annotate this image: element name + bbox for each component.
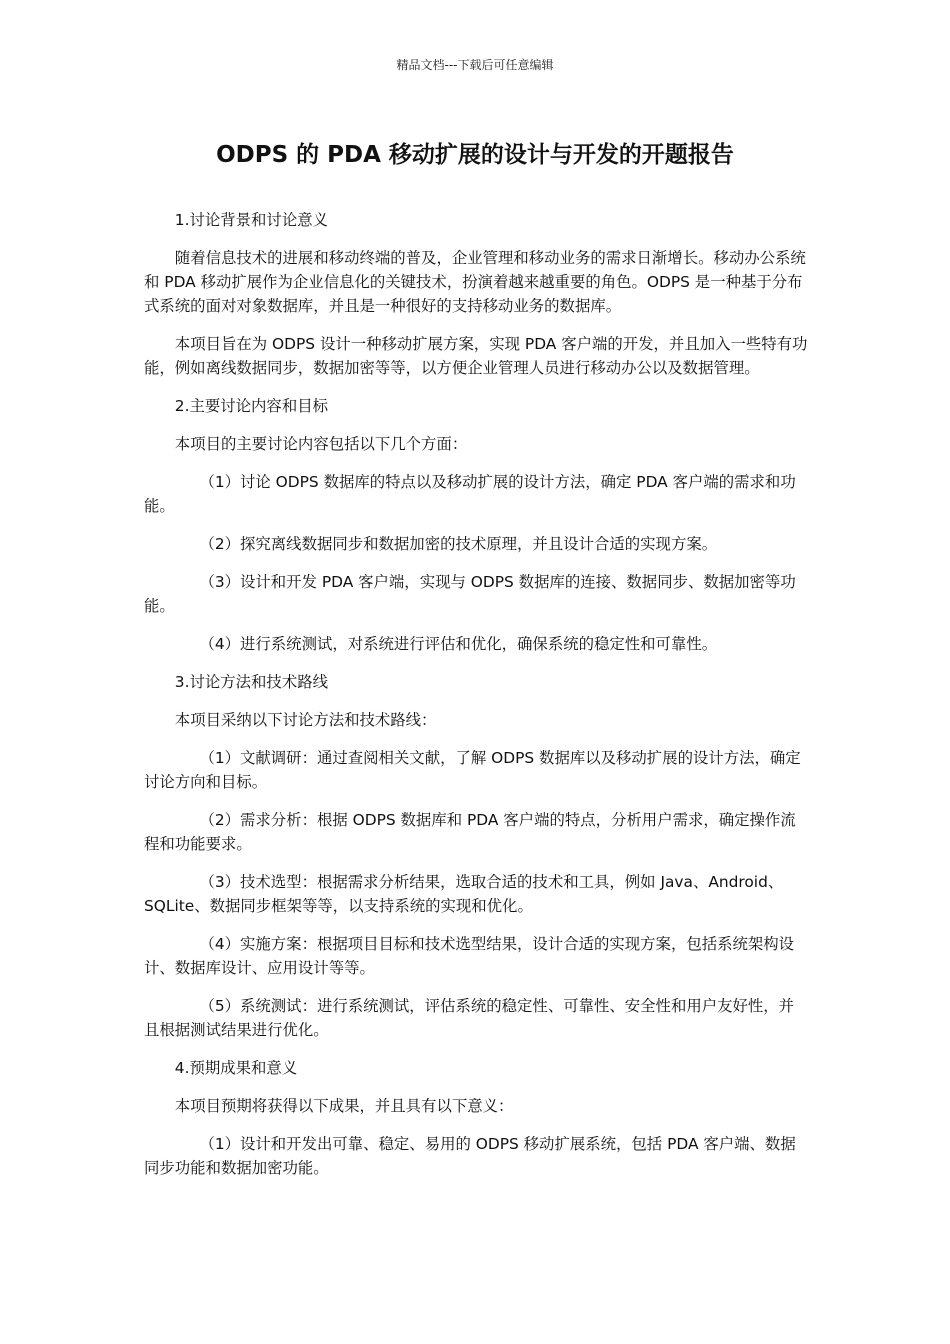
list-item: （2）需求分析：根据 ODPS 数据库和 PDA 客户端的特点，分析用户需求，确定操作流程和功能要求。 bbox=[144, 811, 796, 853]
body-paragraph: 本项目采纳以下讨论方法和技术路线： bbox=[174, 711, 437, 729]
section-heading-outcomes: 4.预期成果和意义 bbox=[174, 1059, 298, 1077]
list-item: （1）讨论 ODPS 数据库的特点以及移动扩展的设计方法，确定 PDA 客户端的需求和功能。 bbox=[144, 473, 796, 515]
section-heading-content-goals: 2.主要讨论内容和目标 bbox=[174, 397, 328, 415]
list-item: （4）实施方案：根据项目目标和技术选型结果，设计合适的实现方案，包括系统架构设计、数据库设计、应用设计等等。 bbox=[144, 935, 795, 977]
list-item: （2）探究离线数据同步和数据加密的技术原理，并且设计合适的实现方案。 bbox=[199, 535, 718, 553]
section-heading-background: 1.讨论背景和讨论意义 bbox=[174, 211, 328, 229]
section-heading-methods: 3.讨论方法和技术路线 bbox=[174, 673, 328, 691]
list-item: （3）设计和开发 PDA 客户端，实现与 ODPS 数据库的连接、数据同步、数据加密等功能。 bbox=[144, 573, 796, 615]
list-item: （1）文献调研：通过查阅相关文献，了解 ODPS 数据库以及移动扩展的设计方法，确定讨论方向和目标。 bbox=[144, 749, 801, 791]
list-item: （1）设计和开发出可靠、稳定、易用的 ODPS 移动扩展系统，包括 PDA 客户端、数据同步功能和数据加密功能。 bbox=[144, 1135, 796, 1177]
header-note: 精品文档---下载后可任意编辑 bbox=[396, 58, 554, 72]
list-item: （4）进行系统测试，对系统进行评估和优化，确保系统的稳定性和可靠性。 bbox=[199, 635, 718, 653]
list-item: （3）技术选型：根据需求分析结果，选取合适的技术和工具，例如 Java、Android、SQLite、数据同步框架等等，以支持系统的实现和优化。 bbox=[144, 873, 784, 915]
body-paragraph: 随着信息技术的进展和移动终端的普及，企业管理和移动业务的需求日渐增长。移动办公系统和 PDA 移动扩展作为企业信息化的关键技术，扮演着越来越重要的角色。ODPS 是一种基于分布式系统的面对对象数据库，并且是一种很好的支持移动业务的数据库。 bbox=[144, 249, 806, 315]
body-paragraph: 本项目预期将获得以下成果，并且具有以下意义： bbox=[174, 1097, 514, 1115]
body-paragraph: 本项目的主要讨论内容包括以下几个方面： bbox=[174, 435, 468, 453]
document-title: ODPS 的 PDA 移动扩展的设计与开发的开题报告 bbox=[216, 142, 734, 168]
body-paragraph: 本项目旨在为 ODPS 设计一种移动扩展方案，实现 PDA 客户端的开发，并且加入一些特有功能，例如离线数据同步，数据加密等等，以方便企业管理人员进行移动办公以及数据管理。 bbox=[144, 335, 808, 377]
document-body bbox=[144, 208, 808, 1194]
list-item: （5）系统测试：进行系统测试，评估系统的稳定性、可靠性、安全性和用户友好性，并且根据测试结果进行优化。 bbox=[144, 997, 795, 1039]
